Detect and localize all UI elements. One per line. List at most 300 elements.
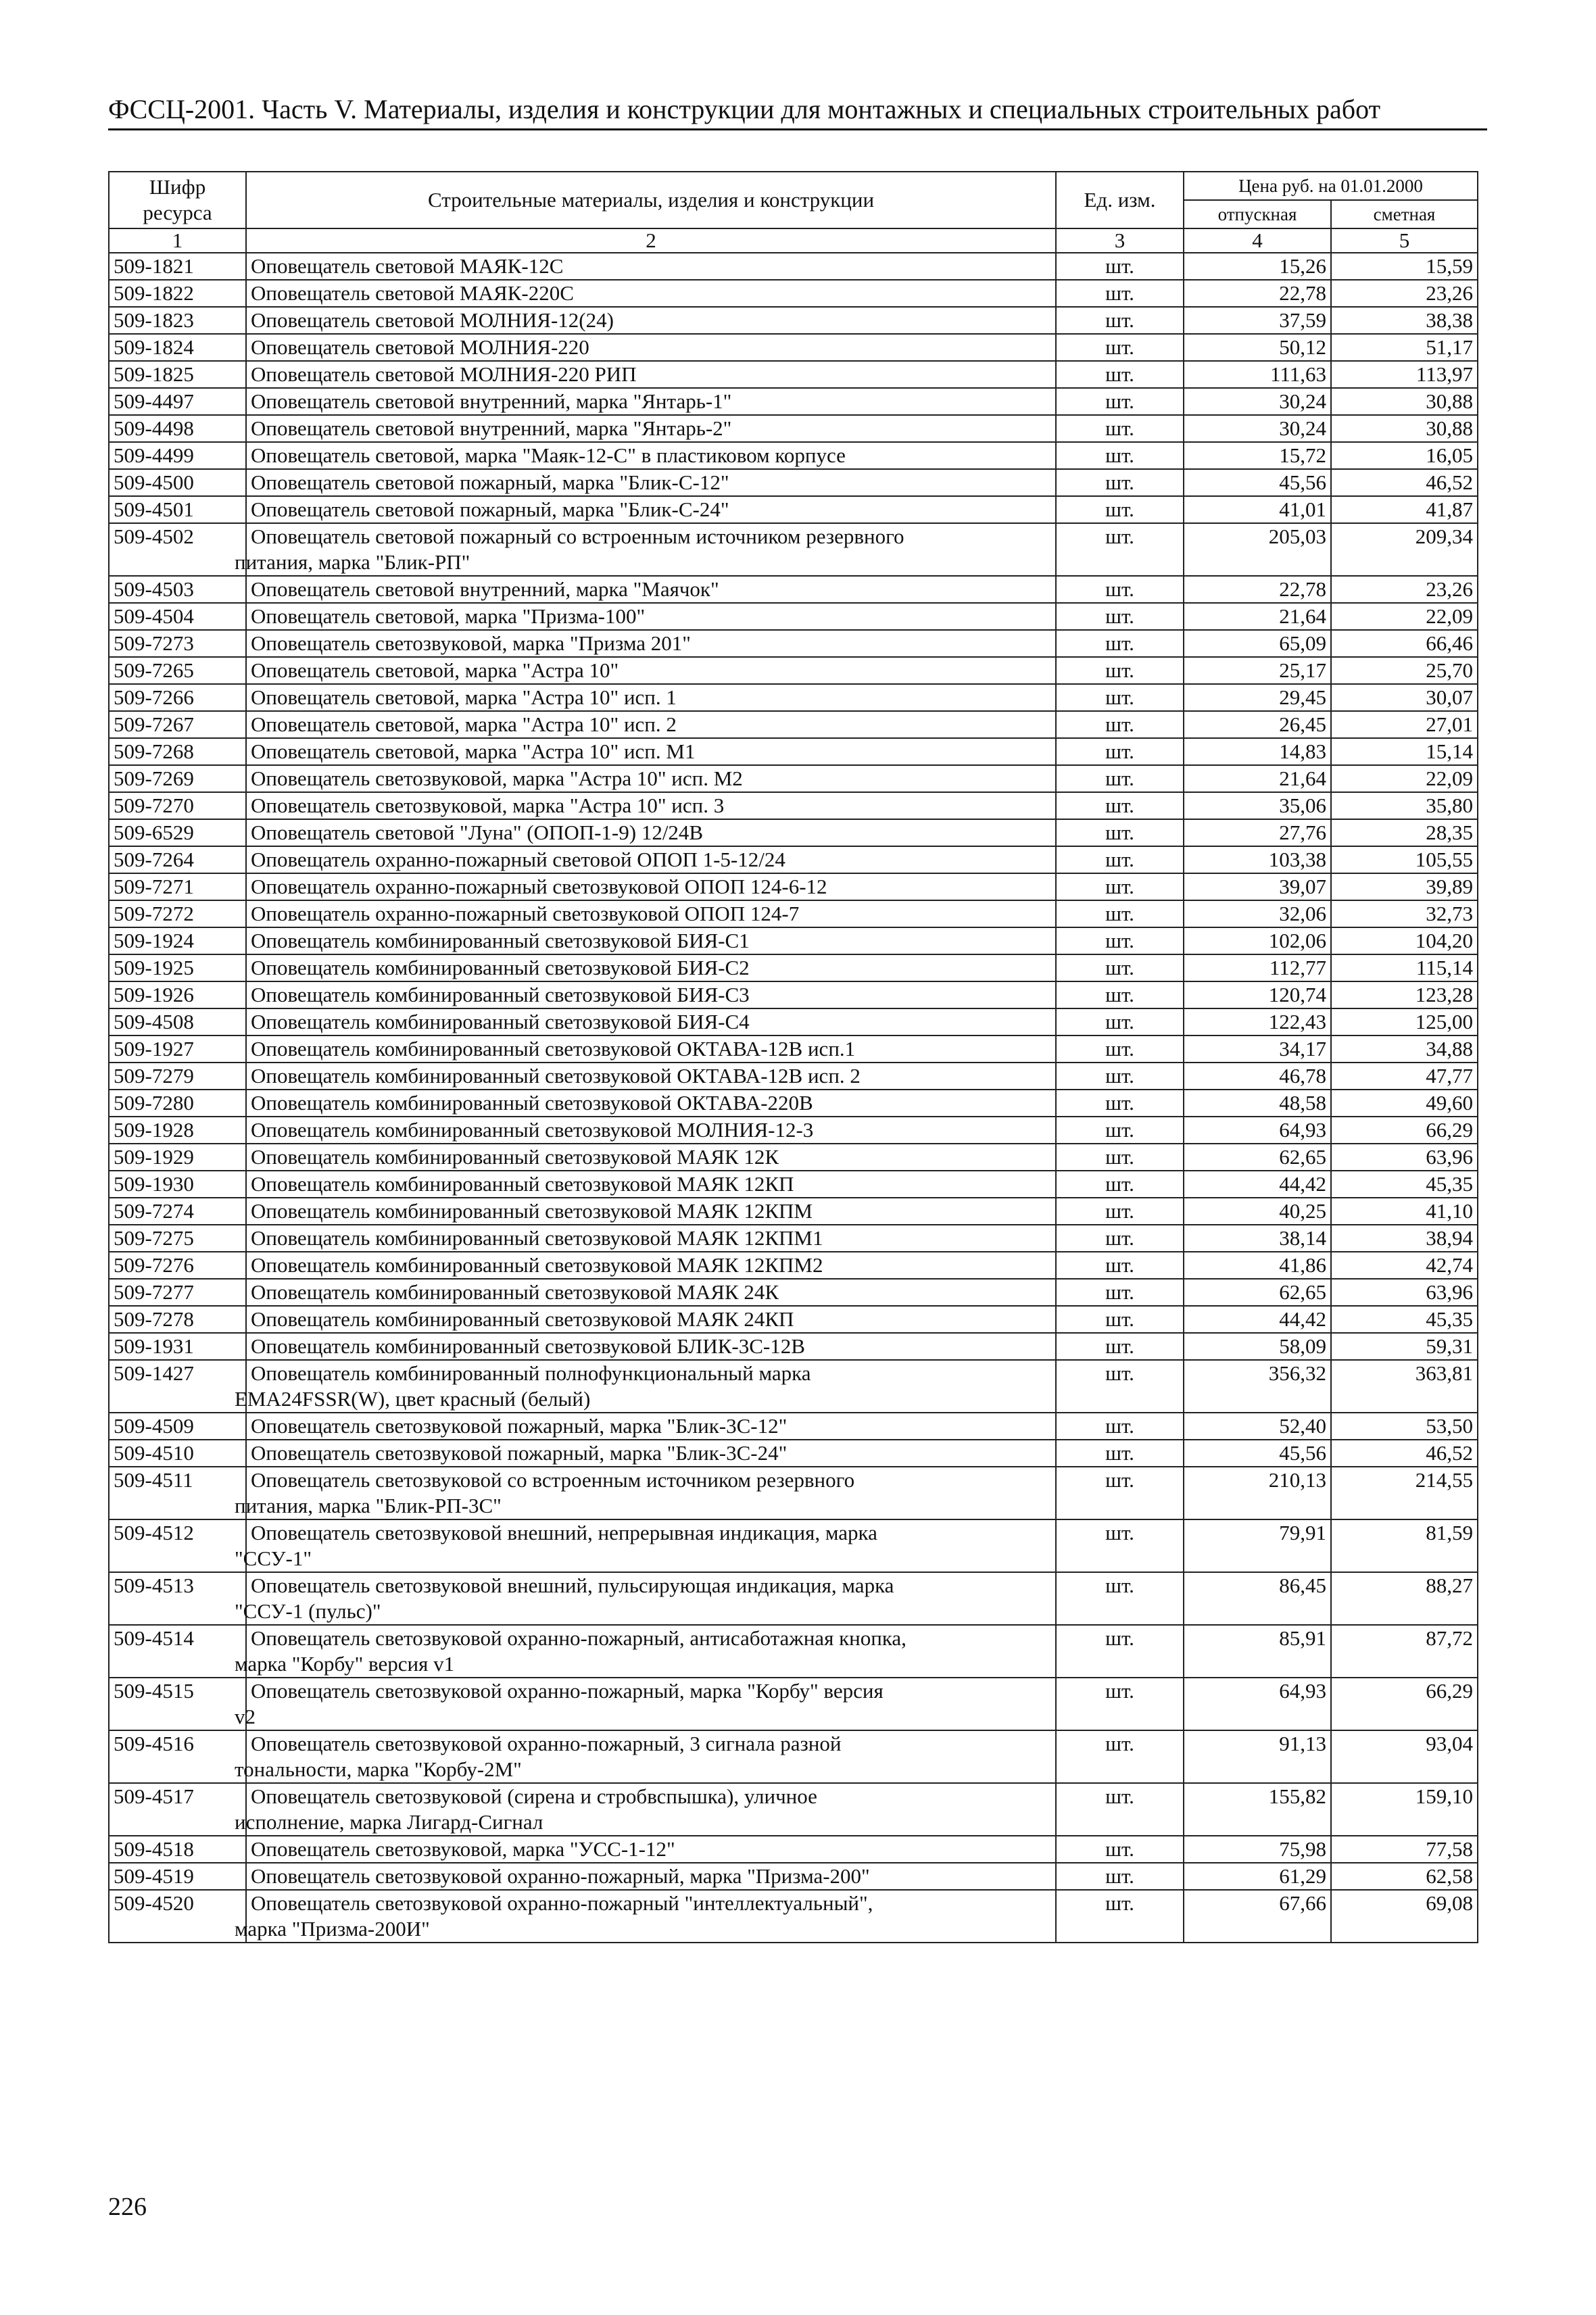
- resource-code: 509-1931: [109, 1333, 246, 1360]
- resource-code: 509-7264: [109, 846, 246, 873]
- item-name: [246, 1440, 1056, 1467]
- item-name-line: Оповещатель световой, марка "Призма-100": [251, 604, 646, 628]
- item-name: [246, 576, 1056, 603]
- table-row: [109, 1467, 1478, 1519]
- item-name: [246, 684, 1056, 711]
- estimate-price: 69,08: [1331, 1890, 1478, 1943]
- estimate-price: 34,88: [1331, 1035, 1478, 1063]
- table-row: [109, 630, 1478, 657]
- estimate-price: 53,50: [1331, 1413, 1478, 1440]
- table-row: [109, 792, 1478, 819]
- estimate-price: 125,00: [1331, 1008, 1478, 1035]
- item-name-line: Оповещатель светозвуковой, марка "Астра 10" исп. М2: [251, 766, 743, 790]
- table-row: [109, 1035, 1478, 1063]
- resource-code: 509-1822: [109, 280, 246, 307]
- table-row: [109, 1279, 1478, 1306]
- table-row: [109, 388, 1478, 415]
- unit: шт.: [1056, 1730, 1184, 1783]
- col-number: 2: [246, 228, 1056, 253]
- release-price: 45,56: [1184, 1440, 1331, 1467]
- estimate-price: 41,87: [1331, 496, 1478, 523]
- item-name-line: Оповещатель комбинированный светозвуковой МАЯК 12К: [251, 1145, 779, 1169]
- unit: шт.: [1056, 1063, 1184, 1090]
- item-name-line: Оповещатель светозвуковой внешний, непрерывная индикация, марка: [251, 1521, 877, 1544]
- release-price: 35,06: [1184, 792, 1331, 819]
- unit: шт.: [1056, 1333, 1184, 1360]
- estimate-price: 66,29: [1331, 1678, 1478, 1730]
- release-price: 44,42: [1184, 1306, 1331, 1333]
- table-row: [109, 1144, 1478, 1171]
- item-name-line: Оповещатель охранно-пожарный световой ОПОП 1-5-12/24: [251, 848, 785, 871]
- item-name: [235, 1730, 1056, 1783]
- item-name-line: Оповещатель световой, марка "Маяк-12-С" в пластиковом корпусе: [251, 443, 846, 467]
- estimate-price: 23,26: [1331, 280, 1478, 307]
- unit: шт.: [1056, 873, 1184, 900]
- table-row: [109, 496, 1478, 523]
- release-price: 75,98: [1184, 1836, 1331, 1863]
- estimate-price: 104,20: [1331, 927, 1478, 954]
- release-price: 67,66: [1184, 1890, 1331, 1943]
- release-price: 30,24: [1184, 388, 1331, 415]
- release-price: 356,32: [1184, 1360, 1331, 1413]
- item-name: [246, 1333, 1056, 1360]
- table-body: [109, 253, 1478, 1943]
- unit: шт.: [1056, 954, 1184, 981]
- unit: шт.: [1056, 469, 1184, 496]
- release-price: 86,45: [1184, 1572, 1331, 1625]
- release-price: 62,65: [1184, 1144, 1331, 1171]
- release-price: 38,14: [1184, 1225, 1331, 1252]
- col-price-header: Цена руб. на 01.01.2000: [1184, 172, 1478, 200]
- item-name: [246, 1413, 1056, 1440]
- item-name-line: Оповещатель световой МОЛНИЯ-12(24): [251, 308, 614, 332]
- resource-code: 509-4516: [109, 1730, 246, 1783]
- item-name: [246, 711, 1056, 738]
- unit: шт.: [1056, 253, 1184, 280]
- resource-code: 509-1925: [109, 954, 246, 981]
- item-name-line: Оповещатель охранно-пожарный светозвуковой ОПОП 124-7: [251, 902, 800, 925]
- item-name-line: Оповещатель световой МОЛНИЯ-220: [251, 335, 589, 359]
- resource-code: 509-4508: [109, 1008, 246, 1035]
- release-price: 61,29: [1184, 1863, 1331, 1890]
- release-price: 65,09: [1184, 630, 1331, 657]
- unit: шт.: [1056, 1836, 1184, 1863]
- col-name-header: Строительные материалы, изделия и конструкции: [246, 172, 1056, 228]
- table-row: [109, 442, 1478, 469]
- item-name-line: Оповещатель комбинированный светозвуковой МАЯК 24К: [251, 1280, 779, 1304]
- unit: шт.: [1056, 657, 1184, 684]
- item-name-line: Оповещатель светозвуковой, марка "Призма 201": [251, 631, 691, 655]
- table-row: [109, 523, 1478, 576]
- estimate-price: 16,05: [1331, 442, 1478, 469]
- resource-code: 509-7280: [109, 1090, 246, 1117]
- item-name: [246, 1063, 1056, 1090]
- resource-code: 509-7277: [109, 1279, 246, 1306]
- unit: шт.: [1056, 981, 1184, 1008]
- item-name-line: Оповещатель светозвуковой (сирена и стробвспышка), уличное: [251, 1784, 817, 1808]
- unit: шт.: [1056, 415, 1184, 442]
- resource-code: 509-4511: [109, 1467, 246, 1519]
- item-name-line: Оповещатель комбинированный светозвуковой ОКТАВА-12В исп. 2: [251, 1064, 861, 1088]
- table-row: [109, 307, 1478, 334]
- table-row: [109, 1863, 1478, 1890]
- release-price: 122,43: [1184, 1008, 1331, 1035]
- release-price: 32,06: [1184, 900, 1331, 927]
- item-name: [246, 954, 1056, 981]
- unit: шт.: [1056, 361, 1184, 388]
- item-name: [246, 657, 1056, 684]
- unit: шт.: [1056, 765, 1184, 792]
- item-name-line: Оповещатель светозвуковой пожарный, марка "Блик-3С-24": [251, 1441, 788, 1465]
- estimate-price: 159,10: [1331, 1783, 1478, 1836]
- resource-code: 509-4519: [109, 1863, 246, 1890]
- item-name: [246, 765, 1056, 792]
- table-row: [109, 927, 1478, 954]
- table-row: [109, 1572, 1478, 1625]
- item-name-line: Оповещатель светозвуковой, марка "УСС-1-12": [251, 1837, 675, 1861]
- unit: шт.: [1056, 684, 1184, 711]
- item-name: [235, 1572, 1056, 1625]
- resource-code: 509-4512: [109, 1519, 246, 1572]
- item-name-line: питания, марка "Блик-РП-3С": [235, 1494, 502, 1517]
- item-name-line: v2: [235, 1705, 256, 1728]
- release-price: 112,77: [1184, 954, 1331, 981]
- resource-code: 509-7272: [109, 900, 246, 927]
- release-price: 41,86: [1184, 1252, 1331, 1279]
- resource-code: 509-7273: [109, 630, 246, 657]
- estimate-price: 363,81: [1331, 1360, 1478, 1413]
- unit: шт.: [1056, 523, 1184, 576]
- item-name-line: Оповещатель светозвуковой со встроенным источником резервного: [251, 1468, 855, 1492]
- release-price: 37,59: [1184, 307, 1331, 334]
- item-name: [246, 415, 1056, 442]
- estimate-price: 88,27: [1331, 1572, 1478, 1625]
- unit: шт.: [1056, 603, 1184, 630]
- estimate-price: 38,94: [1331, 1225, 1478, 1252]
- table-row: [109, 415, 1478, 442]
- table-row: [109, 819, 1478, 846]
- release-price: 102,06: [1184, 927, 1331, 954]
- unit: шт.: [1056, 1252, 1184, 1279]
- estimate-price: 30,07: [1331, 684, 1478, 711]
- item-name: [246, 1225, 1056, 1252]
- estimate-price: 46,52: [1331, 469, 1478, 496]
- release-price: 29,45: [1184, 684, 1331, 711]
- item-name: [246, 819, 1056, 846]
- release-price: 14,83: [1184, 738, 1331, 765]
- item-name: [246, 927, 1056, 954]
- release-price: 44,42: [1184, 1171, 1331, 1198]
- unit: шт.: [1056, 1440, 1184, 1467]
- item-name: [246, 496, 1056, 523]
- release-price: 45,56: [1184, 469, 1331, 496]
- item-name-line: Оповещатель световой пожарный, марка "Блик-С-12": [251, 470, 729, 494]
- release-price: 103,38: [1184, 846, 1331, 873]
- item-name-line: Оповещатель световой, марка "Астра 10" исп. М1: [251, 739, 696, 763]
- item-name: [246, 1252, 1056, 1279]
- col-number: 3: [1056, 228, 1184, 253]
- unit: шт.: [1056, 1008, 1184, 1035]
- resource-code: 509-1821: [109, 253, 246, 280]
- table-row: [109, 1730, 1478, 1783]
- release-price: 79,91: [1184, 1519, 1331, 1572]
- release-price: 34,17: [1184, 1035, 1331, 1063]
- estimate-price: 41,10: [1331, 1198, 1478, 1225]
- item-name-line: Оповещатель комбинированный светозвуковой БИЯ-С1: [251, 929, 750, 952]
- item-name-line: Оповещатель светозвуковой охранно-пожарный "интеллектуальный",: [251, 1891, 873, 1915]
- resource-code: 509-4499: [109, 442, 246, 469]
- item-name-line: Оповещатель комбинированный полнофункциональный марка: [251, 1361, 811, 1385]
- resource-code: 509-4503: [109, 576, 246, 603]
- table-row: [109, 684, 1478, 711]
- release-price: 41,01: [1184, 496, 1331, 523]
- release-price: 52,40: [1184, 1413, 1331, 1440]
- item-name-line: тональности, марка "Корбу-2М": [235, 1757, 522, 1781]
- item-name-line: EMA24FSSR(W), цвет красный (белый): [235, 1387, 591, 1411]
- release-price: 22,78: [1184, 280, 1331, 307]
- item-name-line: Оповещатель светозвуковой охранно-пожарный, антисаботажная кнопка,: [251, 1626, 906, 1650]
- table-header: [109, 172, 1478, 253]
- release-price: 91,13: [1184, 1730, 1331, 1783]
- table-row: [109, 469, 1478, 496]
- resource-code: 509-4500: [109, 469, 246, 496]
- estimate-price: 46,52: [1331, 1440, 1478, 1467]
- item-name-line: Оповещатель световой МАЯК-12С: [251, 254, 564, 278]
- item-name: [235, 1890, 1056, 1943]
- estimate-price: 30,88: [1331, 388, 1478, 415]
- resource-code: 509-7275: [109, 1225, 246, 1252]
- table-row: [109, 1836, 1478, 1863]
- resource-code: 509-4518: [109, 1836, 246, 1863]
- table-row: [109, 1198, 1478, 1225]
- release-price: 210,13: [1184, 1467, 1331, 1519]
- release-price: 50,12: [1184, 334, 1331, 361]
- table-row: [109, 361, 1478, 388]
- estimate-price: 49,60: [1331, 1090, 1478, 1117]
- table-row: [109, 1360, 1478, 1413]
- item-name-line: Оповещатель световой пожарный, марка "Блик-С-24": [251, 497, 729, 521]
- page-number: 226: [108, 2193, 147, 2221]
- item-name-line: Оповещатель комбинированный светозвуковой БЛИК-3С-12В: [251, 1334, 805, 1358]
- release-price: 120,74: [1184, 981, 1331, 1008]
- estimate-price: 35,80: [1331, 792, 1478, 819]
- item-name: [246, 846, 1056, 873]
- estimate-price: 27,01: [1331, 711, 1478, 738]
- item-name-line: марка "Призма-200И": [235, 1917, 430, 1941]
- item-name-line: Оповещатель комбинированный светозвуковой БИЯ-С2: [251, 956, 750, 979]
- item-name-line: марка "Корбу" версия v1: [235, 1652, 455, 1676]
- item-name-line: Оповещатель светозвуковой внешний, пульсирующая индикация, марка: [251, 1574, 894, 1597]
- item-name: [246, 873, 1056, 900]
- unit: шт.: [1056, 1279, 1184, 1306]
- estimate-price: 45,35: [1331, 1306, 1478, 1333]
- table-row: [109, 981, 1478, 1008]
- item-name: [246, 442, 1056, 469]
- item-name: [246, 1836, 1056, 1863]
- estimate-price: 38,38: [1331, 307, 1478, 334]
- item-name-line: Оповещатель светозвуковой пожарный, марка "Блик-3С-12": [251, 1414, 788, 1438]
- unit: шт.: [1056, 1783, 1184, 1836]
- estimate-price: 93,04: [1331, 1730, 1478, 1783]
- estimate-price: 22,09: [1331, 765, 1478, 792]
- table-row: [109, 1008, 1478, 1035]
- item-name-line: Оповещатель световой, марка "Астра 10" исп. 1: [251, 685, 677, 709]
- release-price: 155,82: [1184, 1783, 1331, 1836]
- table-row: [109, 846, 1478, 873]
- release-price: 62,65: [1184, 1279, 1331, 1306]
- resource-code: 509-7269: [109, 765, 246, 792]
- unit: шт.: [1056, 576, 1184, 603]
- item-name: [246, 981, 1056, 1008]
- price-table: [108, 171, 1478, 1943]
- item-name-line: Оповещатель комбинированный светозвуковой БИЯ-С4: [251, 1010, 750, 1033]
- table-row: [109, 765, 1478, 792]
- resource-code: 509-4504: [109, 603, 246, 630]
- estimate-price: 63,96: [1331, 1144, 1478, 1171]
- resource-code: 509-4497: [109, 388, 246, 415]
- item-name-line: Оповещатель светозвуковой охранно-пожарный, марка "Корбу" версия: [251, 1679, 884, 1703]
- resource-code: 509-7278: [109, 1306, 246, 1333]
- table-row: [109, 334, 1478, 361]
- unit: шт.: [1056, 1171, 1184, 1198]
- resource-code: 509-4502: [109, 523, 246, 576]
- resource-code: 509-1930: [109, 1171, 246, 1198]
- item-name: [235, 1625, 1056, 1678]
- resource-code: 509-7267: [109, 711, 246, 738]
- item-name: [246, 1863, 1056, 1890]
- unit: шт.: [1056, 1890, 1184, 1943]
- resource-code: 509-1927: [109, 1035, 246, 1063]
- item-name-line: Оповещатель комбинированный светозвуковой МАЯК 24КП: [251, 1307, 794, 1331]
- table-row: [109, 1678, 1478, 1730]
- estimate-price: 39,89: [1331, 873, 1478, 900]
- estimate-price: 28,35: [1331, 819, 1478, 846]
- item-name-line: Оповещатель комбинированный светозвуковой БИЯ-С3: [251, 983, 750, 1006]
- release-price: 39,07: [1184, 873, 1331, 900]
- resource-code: 509-6529: [109, 819, 246, 846]
- unit: шт.: [1056, 1090, 1184, 1117]
- item-name-line: Оповещатель световой внутренний, марка "Янтарь-1": [251, 389, 732, 413]
- item-name-line: исполнение, марка Лигард-Сигнал: [235, 1810, 543, 1834]
- item-name: [246, 792, 1056, 819]
- item-name: [246, 1171, 1056, 1198]
- table-row: [109, 954, 1478, 981]
- estimate-price: 47,77: [1331, 1063, 1478, 1090]
- item-name: [246, 603, 1056, 630]
- release-price: 48,58: [1184, 1090, 1331, 1117]
- unit: шт.: [1056, 630, 1184, 657]
- table-row: [109, 1413, 1478, 1440]
- table-row: [109, 1063, 1478, 1090]
- estimate-price: 115,14: [1331, 954, 1478, 981]
- col-estimate-price-header: сметная: [1331, 200, 1478, 228]
- unit: шт.: [1056, 927, 1184, 954]
- item-name: [246, 388, 1056, 415]
- estimate-price: 15,14: [1331, 738, 1478, 765]
- resource-code: 509-7279: [109, 1063, 246, 1090]
- item-name-line: Оповещатель световой пожарный со встроенным источником резервного: [251, 525, 904, 548]
- table-row: [109, 657, 1478, 684]
- release-price: 205,03: [1184, 523, 1331, 576]
- estimate-price: 87,72: [1331, 1625, 1478, 1678]
- item-name: [235, 1360, 1056, 1413]
- item-name-line: Оповещатель световой МОЛНИЯ-220 РИП: [251, 362, 637, 386]
- table-row: [109, 1117, 1478, 1144]
- unit: шт.: [1056, 711, 1184, 738]
- unit: шт.: [1056, 819, 1184, 846]
- resource-code: 509-4514: [109, 1625, 246, 1678]
- release-price: 40,25: [1184, 1198, 1331, 1225]
- col-number: 4: [1184, 228, 1331, 253]
- item-name: [235, 523, 1056, 576]
- table-row: [109, 738, 1478, 765]
- unit: шт.: [1056, 1117, 1184, 1144]
- resource-code: 509-7266: [109, 684, 246, 711]
- table-row: [109, 1252, 1478, 1279]
- table-row: [109, 711, 1478, 738]
- table-row: [109, 1090, 1478, 1117]
- col-unit-header: Ед. изм.: [1056, 172, 1184, 228]
- item-name: [246, 361, 1056, 388]
- col-release-price-header: отпускная: [1184, 200, 1331, 228]
- resource-code: 509-4510: [109, 1440, 246, 1467]
- item-name-line: Оповещатель светозвуковой, марка "Астра 10" исп. 3: [251, 794, 725, 817]
- unit: шт.: [1056, 280, 1184, 307]
- table-row: [109, 603, 1478, 630]
- item-name: [235, 1467, 1056, 1519]
- estimate-price: 113,97: [1331, 361, 1478, 388]
- item-name: [235, 1678, 1056, 1730]
- table-row: [109, 1519, 1478, 1572]
- unit: шт.: [1056, 1225, 1184, 1252]
- release-price: 25,17: [1184, 657, 1331, 684]
- col-number: 1: [109, 228, 246, 253]
- release-price: 15,72: [1184, 442, 1331, 469]
- table-row: [109, 873, 1478, 900]
- resource-code: 509-4513: [109, 1572, 246, 1625]
- unit: шт.: [1056, 792, 1184, 819]
- unit: шт.: [1056, 1413, 1184, 1440]
- item-name-line: Оповещатель комбинированный светозвуковой МОЛНИЯ-12-3: [251, 1118, 814, 1142]
- release-price: 64,93: [1184, 1117, 1331, 1144]
- item-name: [246, 1117, 1056, 1144]
- item-name: [246, 1144, 1056, 1171]
- resource-code: 509-1823: [109, 307, 246, 334]
- resource-code: 509-1928: [109, 1117, 246, 1144]
- release-price: 85,91: [1184, 1625, 1331, 1678]
- estimate-price: 25,70: [1331, 657, 1478, 684]
- col-number: 5: [1331, 228, 1478, 253]
- item-name: [246, 1198, 1056, 1225]
- item-name-line: Оповещатель комбинированный светозвуковой ОКТАВА-220В: [251, 1091, 813, 1115]
- unit: шт.: [1056, 307, 1184, 334]
- estimate-price: 42,74: [1331, 1252, 1478, 1279]
- item-name-line: Оповещатель световой, марка "Астра 10" исп. 2: [251, 712, 677, 736]
- item-name: [246, 307, 1056, 334]
- unit: шт.: [1056, 1572, 1184, 1625]
- table-row: [109, 1306, 1478, 1333]
- item-name-line: Оповещатель световой внутренний, марка "Янтарь-2": [251, 416, 732, 440]
- estimate-price: 22,09: [1331, 603, 1478, 630]
- estimate-price: 51,17: [1331, 334, 1478, 361]
- release-price: 30,24: [1184, 415, 1331, 442]
- unit: шт.: [1056, 1144, 1184, 1171]
- table-row: [109, 1625, 1478, 1678]
- resource-code: 509-4520: [109, 1890, 246, 1943]
- unit: шт.: [1056, 1863, 1184, 1890]
- resource-code: 509-4509: [109, 1413, 246, 1440]
- unit: шт.: [1056, 1625, 1184, 1678]
